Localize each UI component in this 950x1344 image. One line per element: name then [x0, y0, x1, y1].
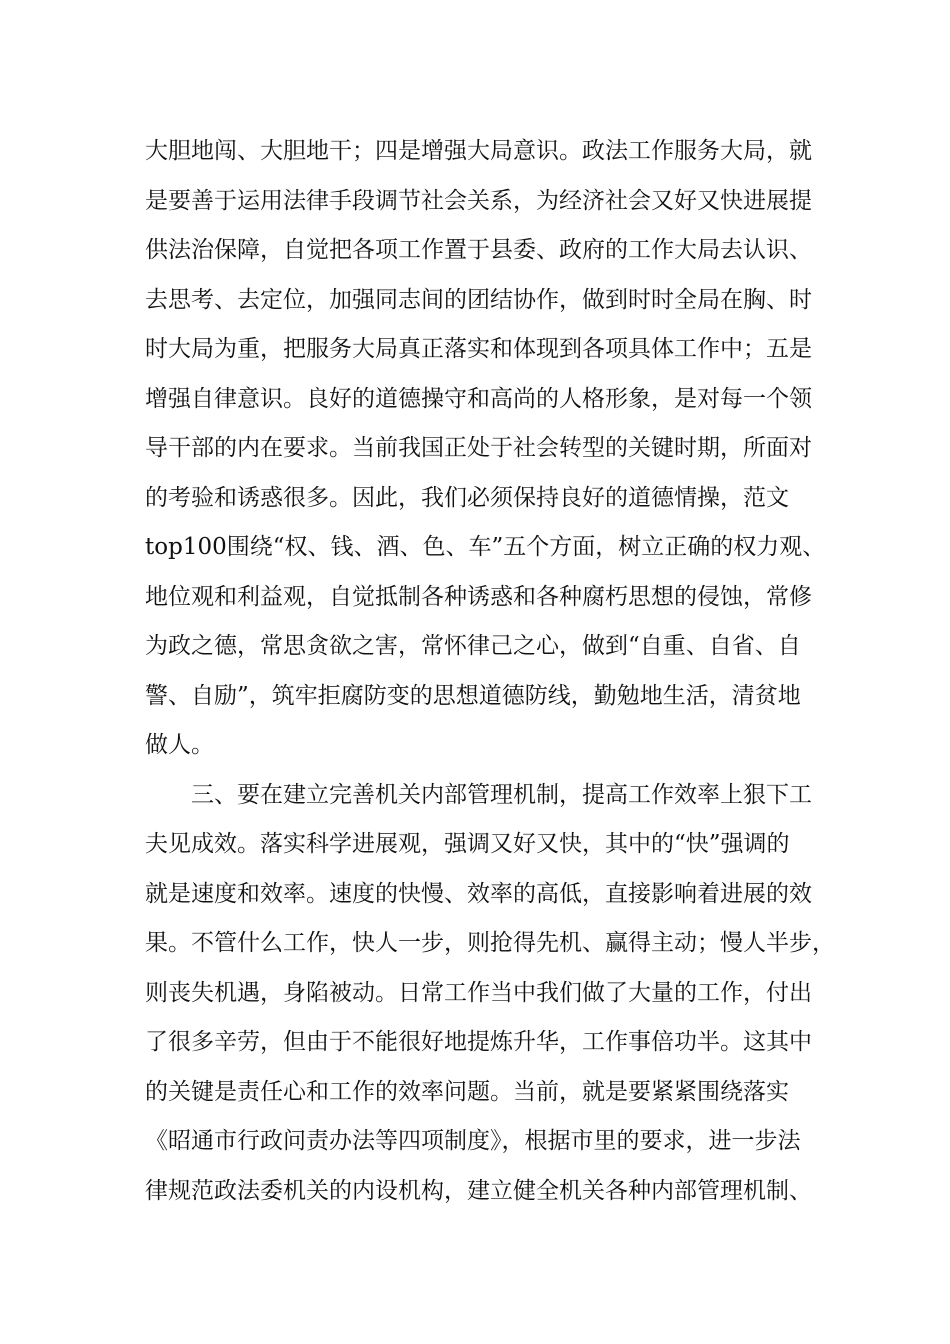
text-line: 果。不管什么工作，快人一步，则抢得先机、赢得主动；慢人半步， [145, 930, 835, 956]
text-line: 了很多辛劳，但由于不能很好地提炼升华，工作事倍功半。这其中 [145, 1029, 812, 1055]
section-heading-line: 三、要在建立完善机关内部管理机制，提高工作效率上狠下工 [191, 781, 812, 808]
text-line: 导干部的内在要求。当前我国正处于社会转型的关键时期，所面对 [145, 435, 812, 461]
text-line: 去思考、去定位，加强同志间的团结协作，做到时时全局在胸、时 [145, 286, 812, 313]
text-line: 警、自励”，筑牢拒腐防变的思想道德防线，勤勉地生活，清贫地 [145, 682, 801, 709]
text-line: 律规范政法委机关的内设机构，建立健全机关各种内部管理机制、 [145, 1177, 812, 1204]
text-line: 大胆地闯、大胆地干；四是增强大局意识。政法工作服务大局，就 [145, 138, 812, 164]
text-line: 供法治保障，自觉把各项工作置于县委、政府的工作大局去认识、 [145, 237, 812, 263]
text-line: 为政之德，常思贪欲之害，常怀律己之心，做到“自重、自省、自 [145, 633, 801, 659]
text-line: 增强自律意识。良好的道德操守和高尚的人格形象，是对每一个领 [145, 385, 812, 412]
text-line: 的关键是责任心和工作的效率问题。当前，就是要紧紧围绕落实 [145, 1078, 789, 1105]
text-line: 就是速度和效率。速度的快慢、效率的高低，直接影响着进展的效 [145, 880, 812, 907]
text-line: 时大局为重，把服务大局真正落实和体现到各项具体工作中；五是 [145, 336, 812, 362]
text-line: 是要善于运用法律手段调节社会关系，为经济社会又好又快进展提 [145, 187, 812, 214]
body-text [145, 127, 835, 1216]
text-line: 地位观和利益观，自觉抵制各种诱惑和各种腐朽思想的侵蚀，常修 [145, 583, 812, 610]
text-line: 《昭通市行政问责办法等四项制度》，根据市里的要求，进一步法 [145, 1128, 801, 1154]
text-line: 做人。 [145, 732, 214, 758]
text-line: 的考验和诱惑很多。因此，我们必须保持良好的道德情操，范文 [145, 484, 789, 511]
text-line: 则丧失机遇，身陷被动。日常工作当中我们做了大量的工作，付出 [145, 979, 812, 1006]
text-line: 夫见成效。落实科学进展观，强调又好又快，其中的“快”强调的 [145, 831, 790, 857]
text-line: top100围绕“权、钱、酒、色、车”五个方面，树立正确的权力观、 [145, 534, 826, 560]
